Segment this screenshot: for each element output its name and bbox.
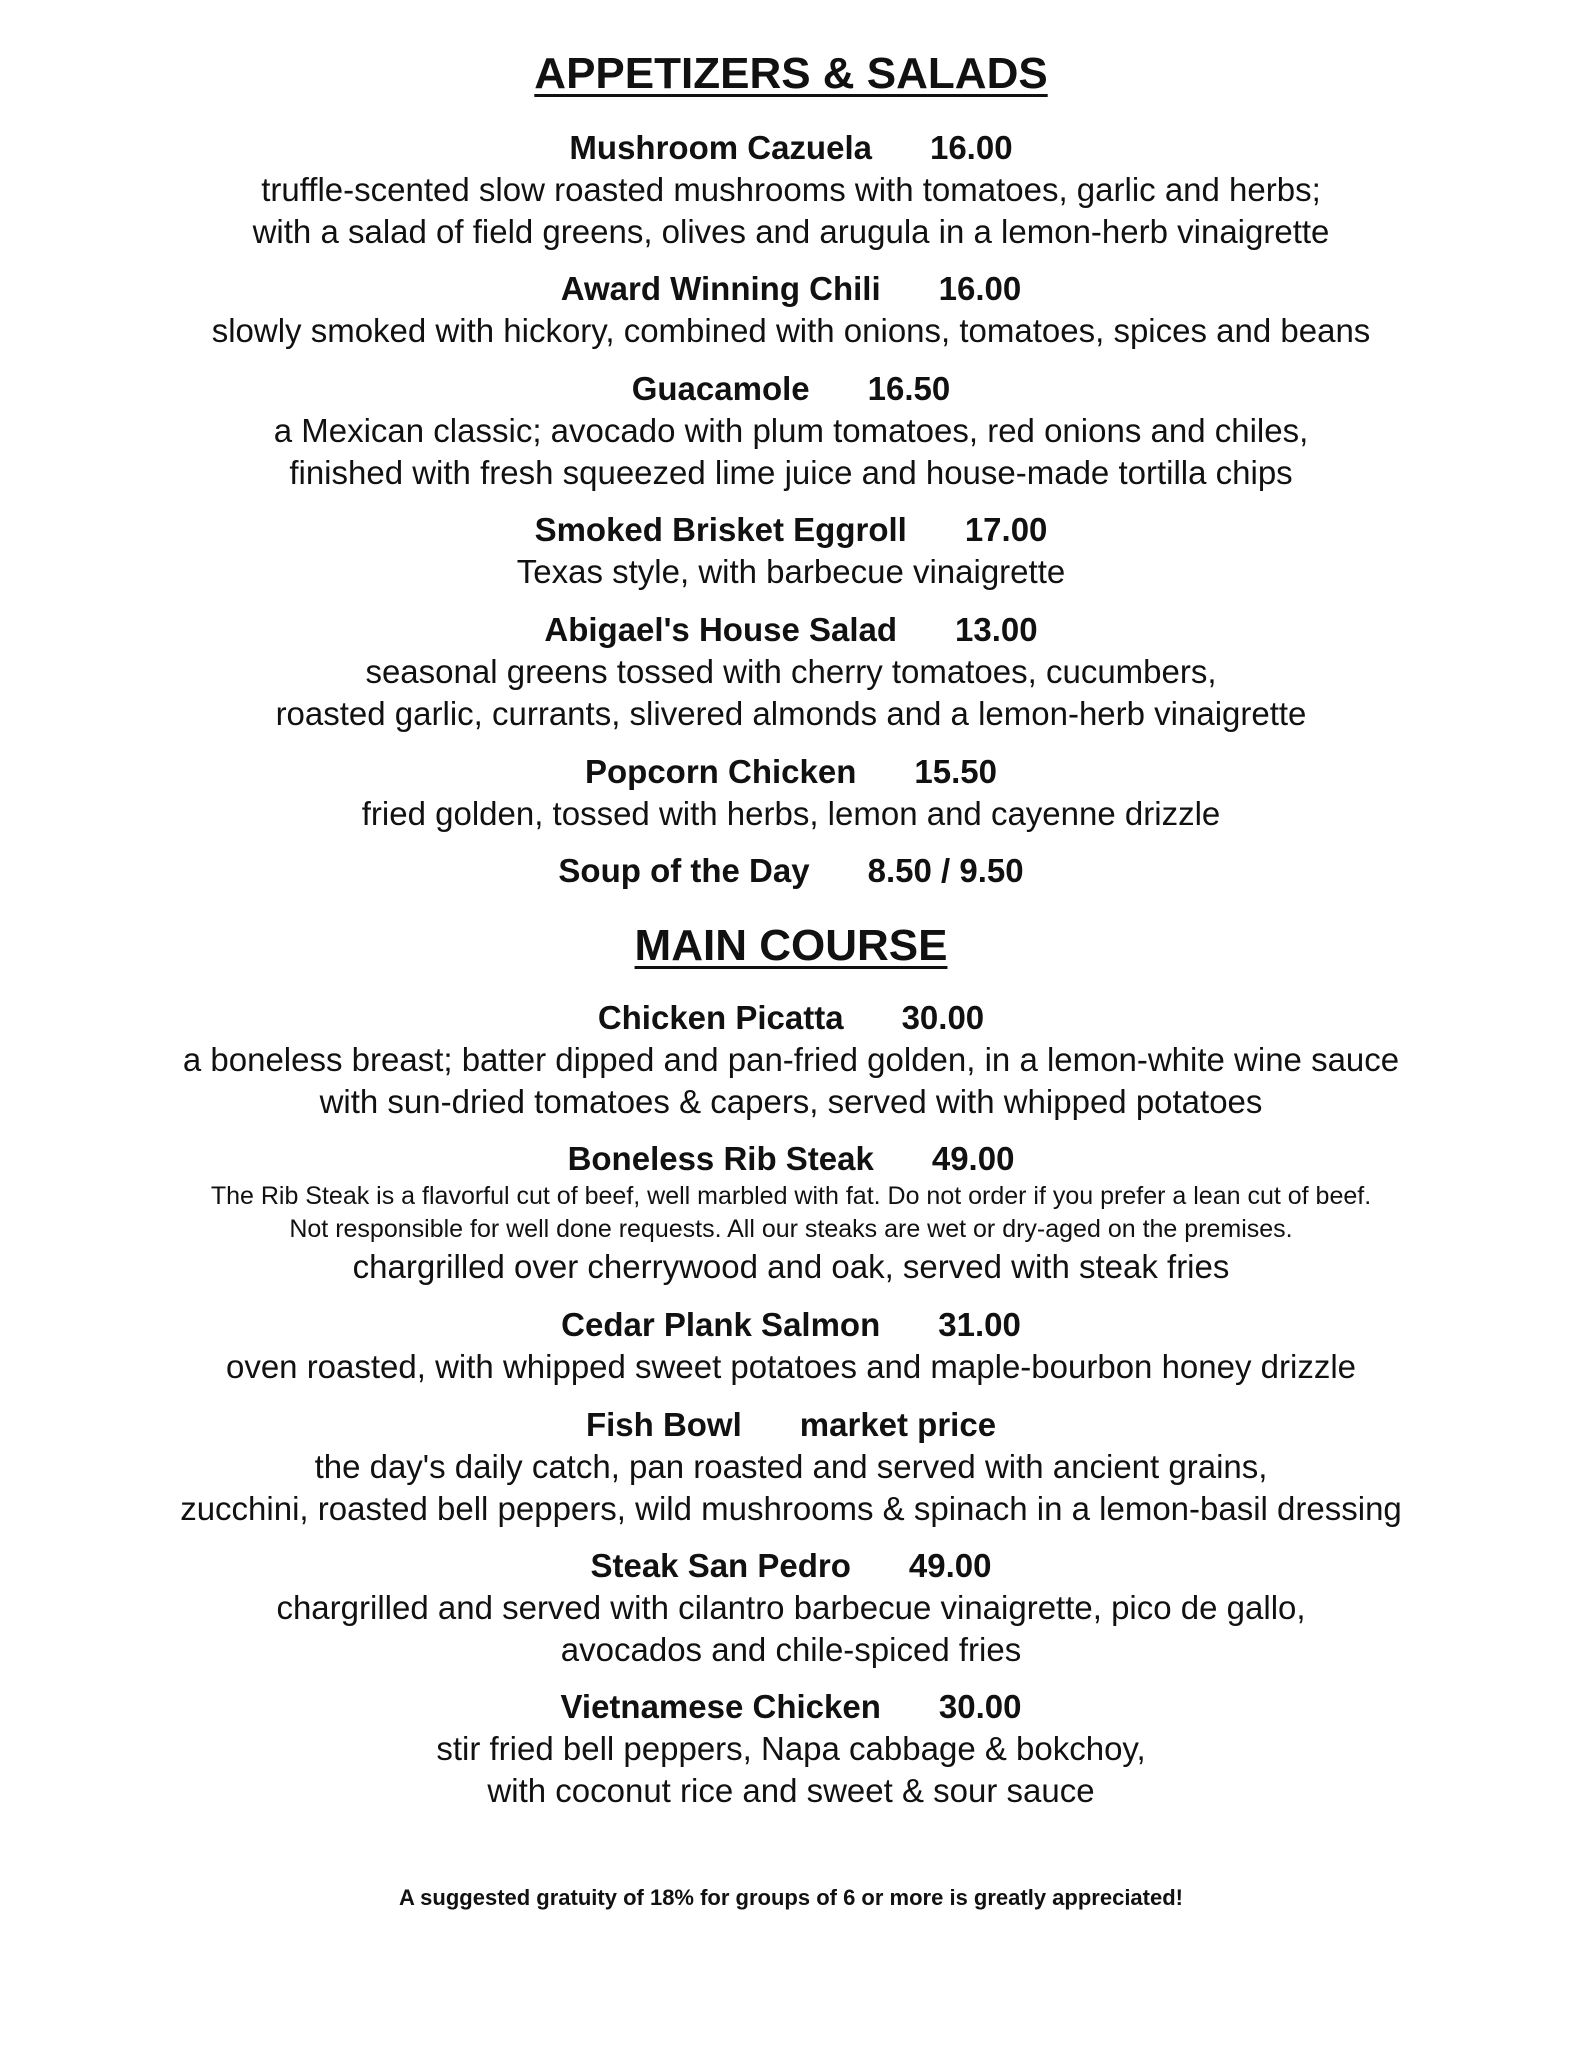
item-price: 16.50 (867, 370, 951, 407)
item-price: market price (799, 1406, 997, 1443)
item-description-line: finished with fresh squeezed lime juice and house-made tortilla chips (289, 454, 1293, 491)
item-disclaimer-line: The Rib Steak is a flavorful cut of beef, well marbled with fat. Do not order if you prefer a lean cut of beef. (210, 1182, 1372, 1210)
item-description-line: stir fried bell peppers, Napa cabbage & bokchoy, (436, 1730, 1146, 1767)
item-description-line: the day's daily catch, pan roasted and served with ancient grains, (314, 1448, 1268, 1485)
item-description-line: with coconut rice and sweet & sour sauce (487, 1772, 1095, 1809)
item-description-line: a boneless breast; batter dipped and pan-fried golden, in a lemon-white wine sauce (182, 1041, 1400, 1078)
item-description-line: a Mexican classic; avocado with plum tomatoes, red onions and chiles, (273, 412, 1309, 449)
menu-item-cedar-plank-salmon (0, 1304, 1582, 1388)
item-name: Guacamole (631, 370, 810, 407)
item-description-line: with a salad of field greens, olives and arugula in a lemon-herb vinaigrette (252, 213, 1330, 250)
item-description-line: fried golden, tossed with herbs, lemon and cayenne drizzle (361, 795, 1221, 832)
menu-item-soup-of-the-day (0, 850, 1582, 892)
menu-item-boneless-rib-steak (0, 1138, 1582, 1288)
item-name: Chicken Picatta (597, 999, 844, 1036)
item-description-line: seasonal greens tossed with cherry tomatoes, cucumbers, (365, 653, 1217, 690)
item-price: 16.00 (938, 270, 1022, 307)
item-price: 16.00 (929, 129, 1013, 166)
menu-item-award-winning-chili (0, 268, 1582, 352)
item-description-line: chargrilled and served with cilantro barbecue vinaigrette, pico de gallo, (276, 1589, 1306, 1626)
item-price: 31.00 (938, 1306, 1021, 1343)
item-description-line: slowly smoked with hickory, combined with onions, tomatoes, spices and beans (211, 312, 1371, 349)
menu-item-house-salad (0, 609, 1582, 735)
item-name: Vietnamese Chicken (560, 1688, 881, 1725)
item-disclaimer-line: Not responsible for well done requests. All our steaks are wet or dry-aged on the premises. (289, 1215, 1293, 1243)
item-description-line: avocados and chile-spiced fries (560, 1631, 1022, 1668)
item-price: 15.50 (914, 753, 997, 790)
section-title-appetizers: APPETIZERS & SALADS (534, 49, 1048, 98)
item-description-line: chargrilled over cherrywood and oak, served with steak fries (352, 1248, 1230, 1285)
item-name: Steak San Pedro (590, 1547, 851, 1584)
item-description-line: oven roasted, with whipped sweet potatoes and maple-bourbon honey drizzle (225, 1348, 1357, 1385)
item-description-line: zucchini, roasted bell peppers, wild mushrooms & spinach in a lemon-basil dressing (180, 1490, 1402, 1527)
item-price: 13.00 (955, 611, 1038, 648)
menu-item-vietnamese-chicken (0, 1686, 1582, 1812)
menu-item-guacamole (0, 368, 1582, 494)
item-price: 17.00 (964, 511, 1048, 548)
item-name: Mushroom Cazuela (569, 129, 872, 166)
item-price: 30.00 (938, 1688, 1022, 1725)
item-name: Smoked Brisket Eggroll (534, 511, 907, 548)
item-price: 49.00 (908, 1547, 992, 1584)
item-description-line: Texas style, with barbecue vinaigrette (516, 553, 1066, 590)
menu-item-chicken-picatta (0, 997, 1582, 1123)
section-title-main-course: MAIN COURSE (634, 921, 948, 970)
item-name: Abigael's House Salad (544, 611, 898, 648)
item-name: Soup of the Day (558, 852, 810, 889)
gratuity-note: A suggested gratuity of 18% for groups of 6 or more is greatly appreciated! (398, 1885, 1183, 1910)
item-price: 30.00 (901, 999, 985, 1036)
item-name: Cedar Plank Salmon (561, 1306, 881, 1343)
item-name: Boneless Rib Steak (567, 1140, 874, 1177)
menu-item-fish-bowl (0, 1404, 1582, 1530)
item-name: Popcorn Chicken (585, 753, 857, 790)
item-name: Fish Bowl (585, 1406, 742, 1443)
menu-item-popcorn-chicken (0, 751, 1582, 835)
item-price: 49.00 (931, 1140, 1015, 1177)
menu-item-mushroom-cazuela (0, 127, 1582, 253)
item-price: 8.50 / 9.50 (867, 852, 1024, 889)
item-name: Award Winning Chili (560, 270, 881, 307)
menu-item-steak-san-pedro (0, 1545, 1582, 1671)
item-description-line: with sun-dried tomatoes & capers, served with whipped potatoes (319, 1083, 1263, 1120)
item-description-line: truffle-scented slow roasted mushrooms with tomatoes, garlic and herbs; (261, 171, 1321, 208)
item-description-line: roasted garlic, currants, slivered almonds and a lemon-herb vinaigrette (275, 695, 1307, 732)
menu-item-smoked-brisket-eggroll (0, 509, 1582, 593)
